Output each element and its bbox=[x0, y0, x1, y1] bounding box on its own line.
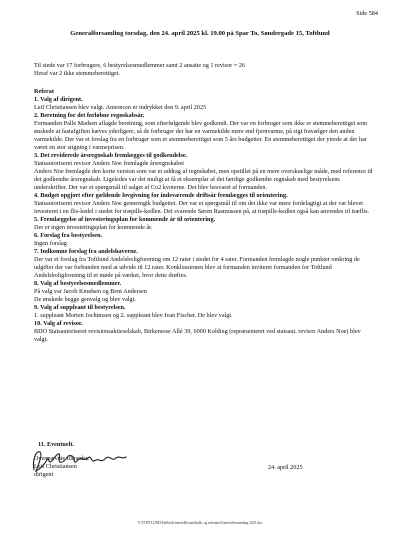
referat-heading: Referat bbox=[34, 88, 54, 95]
item-text: Formanden Palle Madsen aflagde beretning, som efterfølgende blev godkendt. Der var en forbruger som ikke er stemmeberettiget som ønskede at fastafgiften hæves yderligere, så de forbruger der har en varmekilde mere end fjernvarme, på sigt fravælger den anden varmekilde. Der var et forslag fra en forbruger som er stemmeberettiget som 5 års budgetter. En stemmeberettiget der ytrede at der har været en stor stigning i varmeprisen. bbox=[34, 120, 368, 151]
item-text: BDO Statsautoriseret revisionsaktieselskab, Birkemose Allé 39, 6000 Kolding (repræsenteret ved statsaut. revisor Anders Noe) blev valgt. bbox=[34, 328, 361, 343]
item-text: Anders Noe fremlagde den korte version som var et uddrag af regnskabet, men opstillet på en mere overskuelige måde, med reference til det godkendte årsregnskab. Ligeledes var det muligt at få et eksemplar af det færdige godkendte regnskab med bestyrelsens underskrifter. Der var et spørgsmål til salget af Co2 kvoterne. Det blev besvaret af formanden. bbox=[34, 168, 373, 191]
item-text: Ingen forslag bbox=[34, 240, 67, 247]
attendance-line: Til stede var 17 forbrugere, 6 bestyrelsesmedlemmer samt 2 ansatte og 1 revisor = 26 bbox=[34, 62, 246, 69]
item-text: Der er ingen investeringsplan for kommende år. bbox=[34, 224, 153, 231]
item-heading: 6. Forslag fra bestyrelsen. bbox=[34, 232, 103, 239]
item-text: Statsautoriseret revisor Anders Noe gennemgik budgettet. Der var et spørgsmål til om det ikke var mere fordelagtigt at der var blevet investeret i en flis-kedel i stedet for træpille-kedlen. Det svarende Søren Rasmussen på, at træpille-kedlen også kan anvendes til træflis. bbox=[34, 200, 370, 215]
item-heading: 7. Indkomne forslag fra andelshaverne. bbox=[34, 248, 138, 255]
signer-name: Leif Christiansen bbox=[34, 463, 77, 470]
item-heading: 8. Valg af bestyrelsesmedlemmer. bbox=[34, 280, 122, 287]
item-heading: 5. Fremlæggelse af investeringsplan for kommende år til orientering. bbox=[34, 216, 216, 223]
footer-file-path: Y:\TOFTLUND\Fælles\Kirsten\Kirsten\Indk. og referater\Generalforsamling 2025.doc bbox=[137, 521, 263, 525]
item-heading: 10. Valg af revisor. bbox=[34, 320, 83, 327]
item-heading: 9. Valg af suppleant til bestyrelsen. bbox=[34, 304, 126, 311]
item-text: Der var et forslag fra Toftlund Andelsboligforening om 12 rater i stedet for 4 rater. Formanden fremlagde nogle punkter omkring de udgifter der var forbunden med at udvide til 12 rater. Konklussionen blev at formanden inviteret formanden for Toftlund Andelsboligforening til et møde på værket, hvor dette drøftes. bbox=[34, 256, 360, 279]
signature-line: Ovennævnte tiltrædes. bbox=[34, 455, 90, 462]
signature-date: 24. april 2025 bbox=[268, 464, 303, 471]
referat-section bbox=[34, 88, 374, 344]
attendance-line: Heraf var 2 ikke stemmeberettiget. bbox=[34, 70, 121, 77]
item-text: 1. suppleant Morten Jochimsen og 2. suppleant blev Ivan Fischer. De blev valgt. bbox=[34, 312, 233, 319]
document-title: Generalforsamling torsdag, den 24. april 2025 kl. 19.00 på Spar To, Søndergade 15, Toftlund bbox=[70, 30, 330, 37]
item-11-heading: 11. Eventuelt. bbox=[38, 441, 74, 448]
item-text: På valg var Jacob Knudsen og Bent Andersen bbox=[34, 288, 147, 295]
attendance-block bbox=[34, 62, 374, 78]
item-text: Statsautoriseret revisor Anders Noe fremlagde årsregnskabet bbox=[34, 160, 184, 167]
item-text: Leif Christiansen blev valgt. Annoncen er indrykket den 9. april 2025 bbox=[34, 104, 207, 111]
item-heading: 2. Beretning for det forløbne regnskabsår. bbox=[34, 112, 145, 119]
item-heading: 4. Budget opgjort efter gældende lovgivning for indeværende driftsår fremlægges til orientering. bbox=[34, 192, 288, 199]
signer-role: dirigent bbox=[34, 471, 54, 478]
item-heading: 1. Valg af dirigent. bbox=[34, 96, 83, 103]
page-number: Side 584 bbox=[356, 10, 378, 17]
item-heading: 3. Det reviderede årsregnskab fremlægges til godkendelse. bbox=[34, 152, 188, 159]
item-text: De ønskede begge genvalg og blev valgt. bbox=[34, 296, 136, 303]
handwritten-signature bbox=[28, 446, 138, 476]
